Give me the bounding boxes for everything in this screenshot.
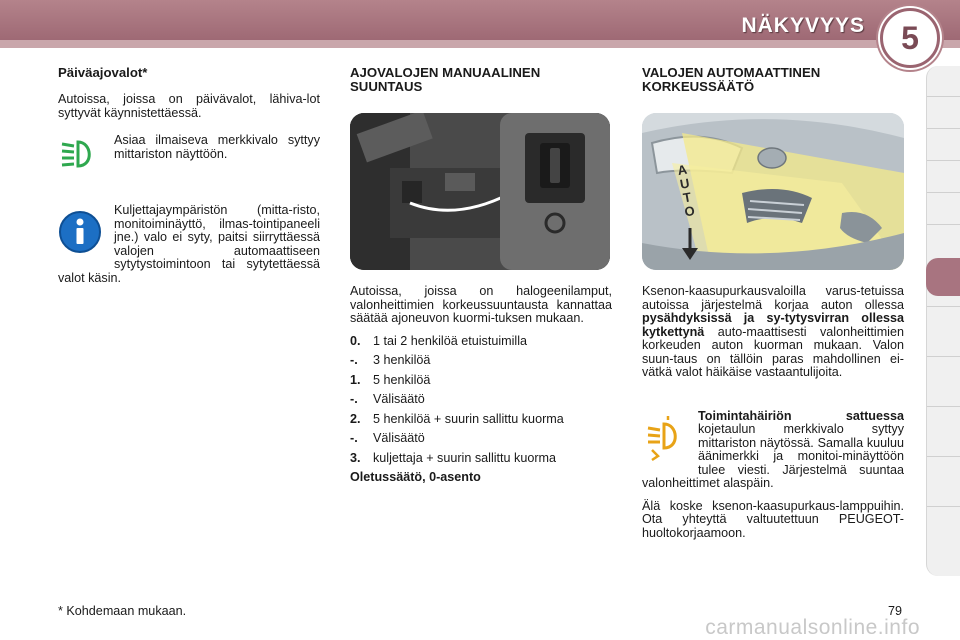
- adjustment-arrow-icon: [680, 228, 700, 262]
- side-tab-divider: [927, 192, 960, 193]
- chapter-number-badge: [880, 8, 940, 68]
- info-description: Kuljettajaympäristön (mitta-risto, monitoiminäyttö, ilmas-tointipaneeli jne.) valo ei syty, paitsi siirryttäessä valojen automaattiseen sytytystoimintoon tai sytytettäessä valot käsin.: [58, 203, 320, 285]
- manual-adjustment-intro: Autoissa, joissa on halogeenilamput, valonheittimien korkeussuuntausta kannattaa säätää ajoneuvon kuormi-tuksen mukaan.: [350, 284, 612, 325]
- headlight-indicator-icon: [58, 134, 106, 182]
- section-title: Päiväajovalot*: [58, 65, 148, 80]
- footnote: * Kohdemaan mukaan.: [58, 604, 187, 618]
- chapter-title: NÄKYVYYS: [741, 14, 865, 37]
- auto-label: AUTO: [676, 161, 696, 220]
- side-tab-divider: [927, 128, 960, 129]
- manual-adjustment-text: [350, 285, 612, 485]
- default-setting: Oletussäätö, 0-asento: [350, 470, 481, 484]
- info-icon: [58, 210, 106, 258]
- side-tab-divider: [927, 96, 960, 97]
- side-tab-divider: [927, 406, 960, 407]
- side-tab-divider: [927, 356, 960, 357]
- indicator-description: Asiaa ilmaiseva merkkivalo syttyy mittariston näyttöön.: [114, 134, 320, 161]
- chapter-side-tabs[interactable]: [926, 66, 960, 576]
- fault-description: Toimintahäiriön sattuessa kojetaulun merkkivalo syttyy mittariston näytössä. Samalla kuuluu äänimerkki ja monitoi-minäyttöön tulee viesti. Järjestelmä suuntaa valonheittimet alaspäin.: [642, 409, 904, 490]
- list-item: -. 3 henkilöä: [350, 353, 431, 367]
- side-tab-divider: [927, 224, 960, 225]
- side-tab-divider: [927, 456, 960, 457]
- side-tab-divider: [927, 306, 960, 307]
- side-tab-divider: [927, 506, 960, 507]
- list-item: 3. kuljettaja + suurin sallittu kuorma: [350, 450, 557, 465]
- watermark: carmanualsonline.info: [705, 616, 920, 639]
- page-number: 79: [887, 604, 902, 618]
- xenon-warning: Älä koske ksenon-kaasupurkaus-lamppuihin. Ota yhteyttä valtuutettuun PEUGEOT-huoltokorjaamoon.: [642, 498, 904, 540]
- automatic-adjustment-text: [642, 285, 904, 540]
- side-tab-divider: [927, 160, 960, 161]
- list-item: -. Välisäätö: [350, 392, 425, 406]
- chapter-number: 5: [901, 20, 919, 56]
- headlight-fault-warning-icon: [642, 414, 690, 462]
- header-band: [0, 40, 960, 48]
- side-tab-active-chapter[interactable]: [926, 258, 960, 296]
- section-title: VALOJEN AUTOMAATTINEN KORKEUSSÄÄTÖ: [642, 65, 821, 94]
- list-item: 1. 5 henkilöä: [350, 372, 431, 387]
- automatic-adjustment-body: Ksenon-kaasupurkausvaloilla varus-tetuissa autoissa järjestelmä korjaa auton ollessa pysähdyksissä ja sy-tytysvirran ollessa kytkettynä auto-maattisesti valonheittimien korkeuden auton kuorman mukaan. Valon suun-taus on tällöin paras mahdollinen ei-vätkä valot häikäise vastaantulijoita.: [642, 284, 904, 379]
- section-automatic-headlamp-adjustment: [642, 66, 904, 94]
- headlamp-adjust-dial-photo: [350, 113, 610, 270]
- list-item: 0. 1 tai 2 henkilöä etuistuimilla: [350, 333, 528, 348]
- section-manual-headlamp-adjustment: [350, 66, 612, 94]
- section-daytime-lights: [58, 66, 320, 285]
- adjustment-list: [350, 335, 612, 466]
- list-item: 2. 5 henkilöä + suurin sallittu kuorma: [350, 411, 564, 426]
- car-front-headlight-photo: [642, 113, 904, 270]
- section-title: AJOVALOJEN MANUAALINEN SUUNTAUS: [350, 65, 541, 94]
- list-item: -. Välisäätö: [350, 431, 425, 445]
- daytime-lights-intro: Autoissa, joissa on päivävalot, lähiva-lot syttyvät käynnistettäessä.: [58, 92, 320, 120]
